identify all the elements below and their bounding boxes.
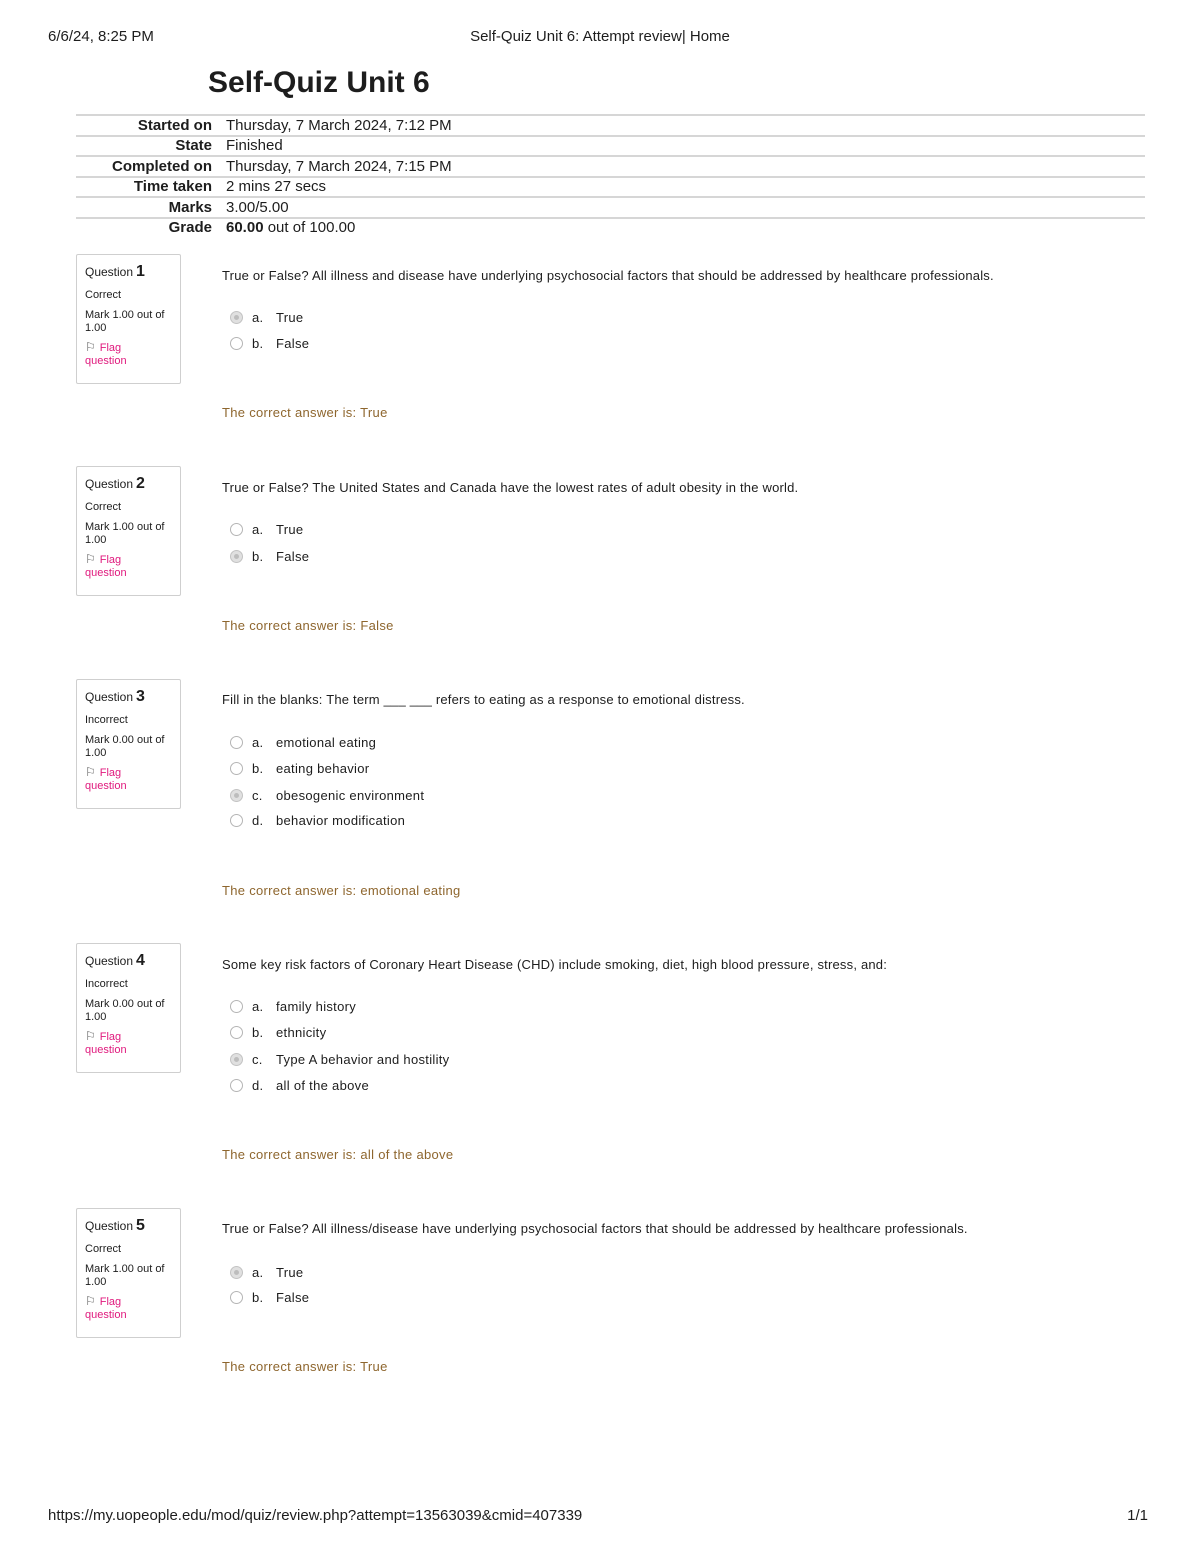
radio-button[interactable] xyxy=(230,789,243,802)
summary-label: Started on xyxy=(137,116,212,134)
option-text: emotional eating xyxy=(276,735,377,750)
print-url: https://my.uopeople.edu/mod/quiz/review.php?attempt=13563039&cmid=407339 xyxy=(48,1507,583,1524)
page-title: Self-Quiz Unit 6 xyxy=(208,66,430,99)
question-info-box xyxy=(76,254,181,384)
option-text: obesogenic environment xyxy=(276,788,425,803)
option-text: family history xyxy=(276,999,357,1014)
flag-question-link[interactable] xyxy=(85,1030,145,1057)
radio-button[interactable] xyxy=(230,550,243,563)
option-letter: a. xyxy=(252,310,264,325)
answer-option[interactable] xyxy=(230,813,405,828)
question-label: Question xyxy=(85,954,134,968)
option-letter: d. xyxy=(252,1078,264,1093)
answer-option[interactable] xyxy=(230,1265,303,1280)
question-label: Question xyxy=(85,1219,134,1233)
radio-button[interactable] xyxy=(230,523,243,536)
answer-option[interactable] xyxy=(230,1290,309,1305)
question-grade: Mark 0.00 out of 1.00 xyxy=(85,998,165,1023)
answer-option[interactable] xyxy=(230,549,309,564)
summary-row-grade xyxy=(76,217,1145,238)
flag-question-label[interactable]: Flag question xyxy=(85,1296,127,1321)
option-letter: b. xyxy=(252,336,264,351)
flag-question-label[interactable]: Flag question xyxy=(85,767,127,792)
answer-option[interactable] xyxy=(230,788,424,803)
question-grade: Mark 1.00 out of 1.00 xyxy=(85,1263,165,1288)
option-text: True xyxy=(276,522,304,537)
answer-option[interactable] xyxy=(230,1052,449,1067)
question-info-box xyxy=(76,466,181,596)
summary-row-marks xyxy=(76,196,1145,217)
option-letter: a. xyxy=(252,999,264,1014)
question-number-value: 5 xyxy=(136,1217,145,1234)
question-number xyxy=(85,952,180,970)
summary-label: Time taken xyxy=(133,178,212,196)
question-info-box xyxy=(76,943,181,1073)
question-state: Correct xyxy=(85,501,122,513)
option-letter: b. xyxy=(252,1025,264,1040)
option-letter: a. xyxy=(252,1265,264,1280)
answer-option[interactable] xyxy=(230,999,356,1014)
flag-question-label[interactable]: Flag question xyxy=(85,1031,127,1056)
question-number xyxy=(85,475,180,493)
flag-icon: ⚐ xyxy=(85,1294,96,1308)
print-page-number: 1/1 xyxy=(1127,1507,1148,1524)
option-letter: b. xyxy=(252,761,264,776)
option-letter: c. xyxy=(252,788,263,803)
summary-value xyxy=(226,219,1145,236)
print-page-title: Self-Quiz Unit 6: Attempt review| Home xyxy=(470,28,730,45)
print-date: 6/6/24, 8:25 PM xyxy=(48,28,154,45)
question-text: Fill in the blanks: The term ___ ___ refers to eating as a response to emotional distress. xyxy=(222,692,745,707)
summary-label: State xyxy=(175,137,212,155)
summary-value: Thursday, 7 March 2024, 7:12 PM xyxy=(226,116,452,134)
answer-option[interactable] xyxy=(230,1078,369,1093)
flag-question-link[interactable] xyxy=(85,553,145,580)
radio-button[interactable] xyxy=(230,762,243,775)
option-letter: b. xyxy=(252,549,264,564)
flag-question-link[interactable] xyxy=(85,1295,145,1322)
question-number-value: 4 xyxy=(136,952,145,969)
summary-value: Thursday, 7 March 2024, 7:15 PM xyxy=(226,157,452,175)
option-letter: d. xyxy=(252,813,264,828)
radio-button[interactable] xyxy=(230,1053,243,1066)
question-text: Some key risk factors of Coronary Heart Disease (CHD) include smoking, diet, high blood pressure, stress, and: xyxy=(222,957,888,972)
question-info-box xyxy=(76,1208,181,1338)
summary-row-state xyxy=(76,135,1145,156)
summary-row-completed xyxy=(76,155,1145,176)
correct-answer-feedback: The correct answer is: emotional eating xyxy=(222,883,461,898)
answer-option[interactable] xyxy=(230,336,309,351)
answer-option[interactable] xyxy=(230,761,369,776)
flag-question-link[interactable] xyxy=(85,341,145,368)
question-number-value: 1 xyxy=(136,263,145,280)
question-number xyxy=(85,688,180,706)
flag-icon: ⚐ xyxy=(85,552,96,566)
radio-button[interactable] xyxy=(230,1026,243,1039)
answer-option[interactable] xyxy=(230,522,303,537)
option-text: False xyxy=(276,1290,310,1305)
summary-value: 3.00/5.00 xyxy=(226,198,289,216)
option-text: False xyxy=(276,336,310,351)
summary-value: Finished xyxy=(226,137,283,155)
summary-row-time-taken xyxy=(76,176,1145,197)
radio-button[interactable] xyxy=(230,311,243,324)
flag-icon: ⚐ xyxy=(85,1029,96,1043)
question-text: True or False? The United States and Canada have the lowest rates of adult obesity in the world. xyxy=(222,480,799,495)
question-state: Incorrect xyxy=(85,714,128,726)
option-text: Type A behavior and hostility xyxy=(276,1052,450,1067)
radio-button[interactable] xyxy=(230,1000,243,1013)
option-text: False xyxy=(276,549,310,564)
question-grade: Mark 0.00 out of 1.00 xyxy=(85,734,165,759)
option-letter: a. xyxy=(252,522,264,537)
summary-label: Marks xyxy=(168,198,212,216)
question-number-value: 2 xyxy=(136,475,145,492)
print-header xyxy=(48,28,1152,48)
correct-answer-feedback: The correct answer is: True xyxy=(222,1359,388,1374)
option-letter: c. xyxy=(252,1052,263,1067)
question-label: Question xyxy=(85,477,134,491)
radio-button[interactable] xyxy=(230,736,243,749)
flag-icon: ⚐ xyxy=(85,765,96,779)
print-footer xyxy=(48,1507,1148,1527)
question-state: Correct xyxy=(85,1243,122,1255)
radio-button[interactable] xyxy=(230,1291,243,1304)
question-grade: Mark 1.00 out of 1.00 xyxy=(85,521,165,546)
option-text: behavior modification xyxy=(276,813,406,828)
flag-question-label[interactable]: Flag question xyxy=(85,554,127,579)
grade-out-of: out of 100.00 xyxy=(263,219,356,237)
flag-question-link[interactable] xyxy=(85,766,145,793)
answer-option[interactable] xyxy=(230,310,303,325)
radio-button[interactable] xyxy=(230,1266,243,1279)
question-label: Question xyxy=(85,690,134,704)
correct-answer-feedback: The correct answer is: all of the above xyxy=(222,1147,454,1162)
question-number xyxy=(85,263,180,281)
option-text: True xyxy=(276,310,304,325)
question-label: Question xyxy=(85,265,134,279)
radio-button[interactable] xyxy=(230,337,243,350)
option-text: True xyxy=(276,1265,304,1280)
option-text: all of the above xyxy=(276,1078,369,1093)
summary-label: Grade xyxy=(168,219,212,237)
correct-answer-feedback: The correct answer is: False xyxy=(222,618,394,633)
correct-answer-feedback: The correct answer is: True xyxy=(222,405,388,420)
answer-option[interactable] xyxy=(230,1025,326,1040)
question-info-box xyxy=(76,679,181,809)
question-text: True or False? All illness and disease have underlying psychosocial factors that should be addressed by healthcare professionals. xyxy=(222,268,994,283)
question-state: Correct xyxy=(85,289,122,301)
answer-option[interactable] xyxy=(230,735,376,750)
question-number xyxy=(85,1217,180,1235)
radio-button[interactable] xyxy=(230,1079,243,1092)
question-number-value: 3 xyxy=(136,688,145,705)
option-letter: b. xyxy=(252,1290,264,1305)
summary-label: Completed on xyxy=(112,157,212,175)
flag-question-label[interactable]: Flag question xyxy=(85,342,127,367)
question-text: True or False? All illness/disease have underlying psychosocial factors that should be addressed by healthcare professionals. xyxy=(222,1221,968,1236)
question-state: Incorrect xyxy=(85,978,128,990)
grade-score: 60.00 xyxy=(226,219,264,237)
radio-button[interactable] xyxy=(230,814,243,827)
option-letter: a. xyxy=(252,735,264,750)
option-text: eating behavior xyxy=(276,761,370,776)
question-grade: Mark 1.00 out of 1.00 xyxy=(85,309,165,334)
summary-value: 2 mins 27 secs xyxy=(226,178,327,196)
attempt-summary-table xyxy=(76,114,1145,237)
option-text: ethnicity xyxy=(276,1025,327,1040)
summary-row-started xyxy=(76,114,1145,135)
flag-icon: ⚐ xyxy=(85,340,96,354)
